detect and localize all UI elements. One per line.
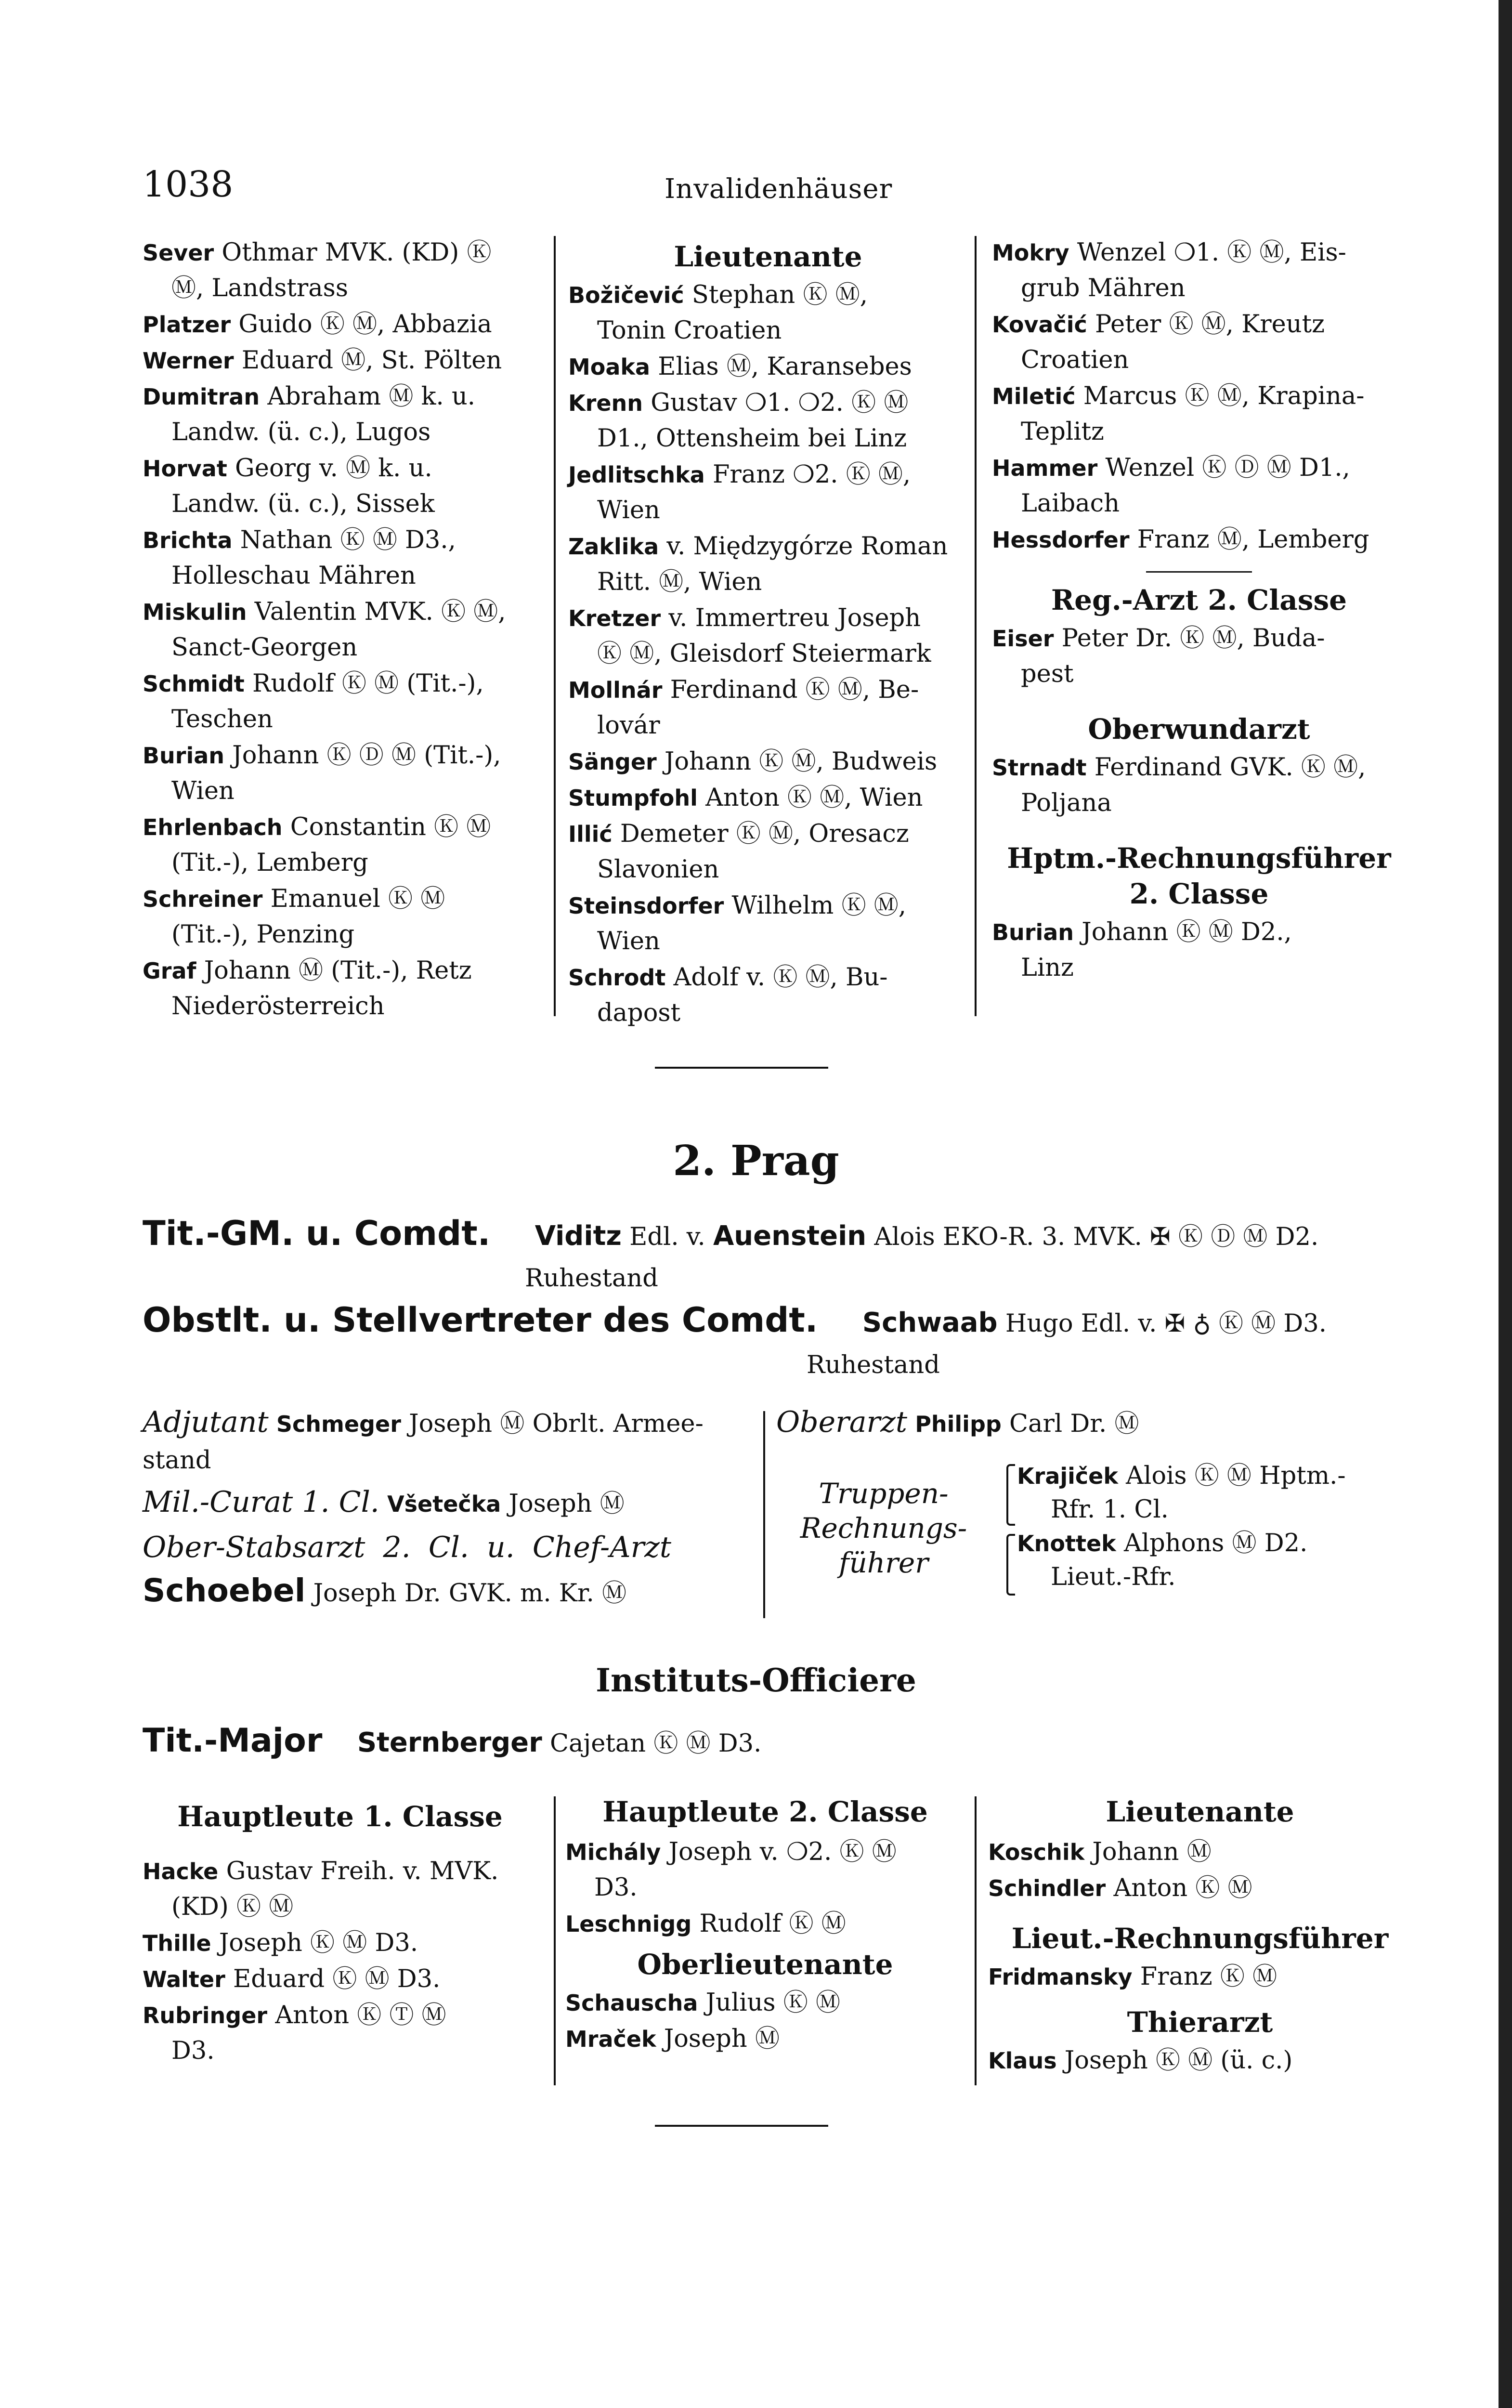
column-right [992, 235, 1406, 986]
list-item [143, 738, 542, 809]
entry-name: Burian [992, 919, 1074, 945]
entry-continuation: Ⓚ Ⓜ, Gleisdorf Steiermark [597, 640, 931, 668]
adjutant-cont: stand [143, 1446, 211, 1475]
list-item [568, 816, 968, 888]
heading-lieut-rechnungsfuehrer: Lieut.-Rechnungsführer [1011, 1922, 1389, 1955]
entry-name: Miskulin [143, 599, 247, 625]
entry-name: Stumpfohl [568, 785, 698, 811]
entry-details: Abraham Ⓜ k. u. [260, 382, 476, 411]
list-item [992, 522, 1406, 558]
entry-name: Rubringer [143, 2002, 268, 2028]
entry-continuation: Ⓜ, Landstrass [171, 274, 348, 302]
entry-name: Schrodt [568, 965, 666, 991]
krajicek-name: Krajiček [1017, 1463, 1118, 1489]
entry-continuation: grub Mähren [1021, 274, 1186, 302]
entry-name: Strnadt [992, 755, 1087, 781]
entry-name: Hacke [143, 1858, 219, 1885]
entry-details: Johann Ⓚ Ⓜ D2., [1074, 918, 1292, 946]
entry-name: Hessdorfer [992, 527, 1130, 553]
stellv-label: Obstlt. u. Stellvertreter des Comdt. [143, 1300, 818, 1340]
comdt-label: Tit.-GM. u. Comdt. [143, 1214, 491, 1253]
comdt-line [143, 1214, 1318, 1253]
entry-details: Franz Ⓜ, Lemberg [1129, 525, 1369, 554]
entry-details: Emanuel Ⓚ Ⓜ [262, 885, 445, 913]
entry-name: Kretzer [568, 605, 661, 631]
entry-name: Klaus [988, 2048, 1057, 2074]
entry-continuation: Wien [171, 777, 235, 805]
major-name: Sternberger [357, 1727, 542, 1758]
list-item [568, 672, 968, 744]
bracket [1006, 1534, 1015, 1596]
entry-name: Schindler [988, 1875, 1106, 1901]
entry-continuation: Niederösterreich [171, 992, 385, 1021]
heading-reg-arzt: Reg.-Arzt 2. Classe [1051, 584, 1347, 616]
entry-name: Fridmansky [988, 1964, 1133, 1990]
entry-name: Dumitran [143, 384, 260, 410]
entry-continuation: Poljana [1021, 789, 1112, 817]
entry-details: Othmar MVK. (KD) Ⓚ [214, 238, 492, 267]
short-rule [1146, 571, 1252, 573]
staff-divider [763, 1411, 765, 1618]
major-rest: Cajetan Ⓚ Ⓜ D3. [542, 1729, 762, 1758]
entry-name: Mollnár [568, 677, 663, 703]
institut-col3 [988, 1794, 1412, 2079]
entry-details: Constantin Ⓚ Ⓜ [282, 813, 491, 841]
entry-continuation: Landw. (ü. c.), Lugos [171, 418, 431, 446]
entry-details: Anton Ⓚ Ⓜ, Wien [697, 784, 923, 812]
entry-name: Graf [143, 958, 196, 984]
entry-details: Eduard Ⓜ, St. Pölten [234, 346, 502, 375]
page-number: 1038 [143, 164, 234, 205]
entry-continuation: Croatien [1021, 346, 1129, 374]
entry-continuation: D3. [594, 1873, 638, 1902]
heading-hptm-rechnungsfuehrer: Hptm.-Rechnungsführer [1007, 842, 1391, 875]
list-item [988, 2043, 1412, 2079]
stabsarzt-label: Ober-Stabsarzt 2. Cl. u. Chef-Arzt [143, 1531, 671, 1564]
curat-name: Všetečka [387, 1491, 501, 1517]
truppen-label-2: Rechnungs- [800, 1512, 967, 1544]
stabsarzt-rest: Joseph Dr. GVK. m. Kr. Ⓜ [305, 1579, 627, 1608]
adjutant-name: Schmeger [276, 1411, 401, 1437]
list-item [143, 1998, 537, 2069]
list-item [143, 523, 542, 594]
entry-details: Joseph v. ❍2. Ⓚ Ⓜ [661, 1838, 897, 1866]
knottek-rest: Alphons Ⓜ D2. [1116, 1529, 1308, 1557]
comdt-name2: Auenstein [713, 1220, 867, 1252]
entry-name: Schmidt [143, 671, 245, 697]
entry-continuation: Slavonien [597, 855, 719, 884]
institut-col2 [565, 1794, 965, 2057]
entry-details: Ferdinand Ⓚ Ⓜ, Be- [662, 676, 919, 704]
entry-name: Burian [143, 743, 225, 769]
entry-continuation: Ritt. Ⓜ, Wien [597, 568, 762, 596]
list-item [992, 450, 1406, 522]
entry-details: Johann Ⓚ Ⓜ, Budweis [656, 747, 938, 776]
truppen-label-1: Truppen- [819, 1477, 949, 1510]
column-middle [568, 234, 968, 1032]
knottek-cont: Lieut.-Rfr. [1051, 1563, 1176, 1591]
list-item [143, 666, 542, 737]
entry-continuation: (Tit.-), Penzing [171, 920, 355, 949]
comdt-rest: Alois EKO-R. 3. MVK. ✠ Ⓚ Ⓓ Ⓜ D2. [866, 1223, 1319, 1251]
entry-continuation: Teplitz [1021, 418, 1104, 446]
entry-continuation: lovár [597, 711, 660, 740]
heading-lieutenante-inst: Lieutenante [1106, 1795, 1294, 1828]
entry-details: Peter Ⓚ Ⓜ, Kreutz [1087, 310, 1325, 339]
heading-thierarzt: Thierarzt [1127, 2006, 1273, 2039]
entry-name: Schauscha [565, 1990, 698, 2016]
entry-continuation: dapost [597, 999, 681, 1027]
list-item [992, 621, 1406, 692]
entry-details: Johann Ⓜ (Tit.-), Retz [196, 956, 472, 985]
major-line [143, 1722, 761, 1760]
column-left [143, 235, 542, 1025]
entry-name: Thille [143, 1930, 211, 1956]
section-title-institut: Instituts-Officiere [596, 1662, 916, 1699]
list-item [568, 349, 968, 385]
list-item [568, 888, 968, 959]
entry-name: Brichta [143, 527, 233, 553]
page-title: Invalidenhäuser [665, 173, 893, 205]
list-item [143, 1854, 537, 1925]
entry-details: Joseph Ⓜ [656, 2025, 780, 2053]
entry-name: Hammer [992, 455, 1098, 481]
list-item [992, 235, 1406, 306]
list-item [143, 307, 542, 342]
staff-right [776, 1404, 1412, 1442]
section-rule [655, 2125, 828, 2127]
list-item [565, 1985, 965, 2021]
entry-name: Miletić [992, 383, 1076, 409]
list-item [568, 744, 968, 780]
list-item [143, 235, 542, 306]
entry-continuation: D1., Ottensheim bei Linz [597, 424, 907, 453]
entry-continuation: pest [1021, 660, 1074, 688]
bracket [1006, 1464, 1015, 1526]
entry-details: Rudolf Ⓚ Ⓜ [691, 1910, 846, 1938]
entry-details: Wenzel Ⓚ Ⓓ Ⓜ D1., [1097, 454, 1350, 482]
curat-label: Mil.-Curat 1. Cl. [143, 1485, 379, 1519]
list-item [143, 379, 542, 450]
entry-details: Johann Ⓚ Ⓓ Ⓜ (Tit.-), [224, 741, 501, 770]
list-item [143, 1925, 537, 1961]
entry-details: Johann Ⓜ [1084, 1838, 1212, 1866]
list-item [143, 594, 542, 666]
column-divider [975, 236, 977, 1016]
entry-name: Božičević [568, 282, 684, 308]
entry-name: Eiser [992, 626, 1054, 652]
entry-continuation: Landw. (ü. c.), Sissek [171, 490, 435, 518]
list-item [992, 307, 1406, 378]
entry-name: Ehrlenbach [143, 814, 283, 840]
heading-oberlieutenante: Oberlieutenante [637, 1948, 893, 1981]
krajicek-rest: Alois Ⓚ Ⓜ Hptm.- [1118, 1462, 1346, 1490]
heading-oberwundarzt: Oberwundarzt [1088, 713, 1310, 746]
entry-details: Wilhelm Ⓚ Ⓜ, [724, 891, 907, 920]
oberarzt-label: Oberarzt [776, 1405, 907, 1439]
list-item [143, 881, 542, 953]
entry-name: Horvat [143, 456, 227, 482]
entry-details: Nathan Ⓚ Ⓜ D3., [232, 526, 456, 554]
entry-continuation: D3. [171, 2037, 215, 2065]
adjutant-rest: Joseph Ⓜ Obrlt. Armee- [401, 1410, 704, 1438]
list-item [143, 810, 542, 881]
entry-details: v. Międzygórze Roman [659, 532, 948, 561]
major-label: Tit.-Major [143, 1722, 323, 1760]
entry-details: Franz Ⓚ Ⓜ [1132, 1963, 1277, 1991]
staff-left [143, 1404, 759, 1612]
curat-rest: Joseph Ⓜ [501, 1490, 625, 1518]
entry-details: v. Immertreu Joseph [661, 604, 921, 632]
entry-details: Stephan Ⓚ Ⓜ, [684, 281, 868, 309]
entry-continuation: (Tit.-), Lemberg [171, 849, 368, 877]
entry-name: Sänger [568, 749, 657, 775]
krajicek-cont: Rfr. 1. Cl. [1051, 1495, 1169, 1524]
section-title-prag: 2. Prag [673, 1137, 839, 1185]
entry-name: Steinsdorfer [568, 893, 724, 919]
entry-details: Rudolf Ⓚ Ⓜ (Tit.-), [244, 669, 484, 698]
truppen-label-3: führer [839, 1546, 928, 1579]
entry-details: Julius Ⓚ Ⓜ [698, 1989, 840, 2017]
entry-details: Guido Ⓚ Ⓜ, Abbazia [231, 310, 492, 339]
entry-details: Valentin MVK. Ⓚ Ⓜ, [247, 598, 506, 626]
entry-name: Jedlitschka [568, 462, 705, 488]
truppen-entries [1017, 1459, 1412, 1594]
entry-continuation: Wien [597, 927, 660, 955]
heading-hauptleute-1: Hauptleute 1. Classe [177, 1800, 503, 1833]
entry-name: Leschnigg [565, 1911, 692, 1937]
entry-continuation: Holleschau Mähren [171, 562, 416, 590]
list-item [565, 1834, 965, 1906]
list-item [568, 780, 968, 816]
entry-continuation: (KD) Ⓚ Ⓜ [171, 1893, 294, 1921]
heading-hptm-classe: 2. Classe [1129, 877, 1269, 910]
list-item [568, 385, 968, 457]
entry-details: Gustav Freih. v. MVK. [218, 1857, 499, 1885]
column-divider [554, 1796, 556, 2085]
page-edge [1499, 0, 1512, 2408]
entry-details: Joseph Ⓚ Ⓜ (ü. c.) [1056, 2046, 1293, 2075]
heading-lieutenante: Lieutenante [674, 240, 862, 273]
entry-continuation: Sanct-Georgen [171, 633, 358, 662]
entry-details: Anton Ⓚ Ⓣ Ⓜ [267, 2001, 446, 2029]
entry-details: Ferdinand GVK. Ⓚ Ⓜ, [1086, 753, 1366, 782]
entry-name: Zaklika [568, 534, 659, 560]
entry-name: Krenn [568, 390, 643, 416]
oberarzt-rest: Carl Dr. Ⓜ [1001, 1410, 1139, 1438]
entry-details: Peter Dr. Ⓚ Ⓜ, Buda- [1054, 624, 1325, 653]
adjutant-label: Adjutant [143, 1405, 269, 1439]
list-item [568, 529, 968, 600]
list-item [568, 960, 968, 1031]
oberarzt-name: Philipp [915, 1411, 1002, 1437]
entry-details: Joseph Ⓚ Ⓜ D3. [211, 1929, 418, 1957]
column-divider [554, 236, 556, 1016]
list-item [988, 1834, 1412, 1870]
stabsarzt-name: Schoebel [143, 1572, 306, 1609]
entry-name: Moaka [568, 354, 651, 380]
list-item [992, 915, 1406, 986]
list-item [565, 1906, 965, 1942]
entry-name: Platzer [143, 312, 231, 338]
institut-col1 [143, 1799, 537, 2069]
entry-details: Gustav ❍1. ❍2. Ⓚ Ⓜ [643, 389, 909, 417]
list-item [988, 1871, 1412, 1906]
entry-details: Georg v. Ⓜ k. u. [227, 454, 432, 483]
entry-details: Marcus Ⓚ Ⓜ, Krapina- [1075, 382, 1365, 410]
entry-name: Michály [565, 1839, 661, 1865]
entry-continuation: Linz [1021, 954, 1074, 982]
entry-name: Kovačić [992, 312, 1087, 338]
entry-details: Eduard Ⓚ Ⓜ D3. [225, 1965, 441, 1993]
entry-name: Walter [143, 1966, 225, 1992]
entry-continuation: Teschen [171, 705, 273, 733]
entry-continuation: Wien [597, 496, 660, 524]
list-item [568, 601, 968, 672]
entry-continuation: Tonin Croatien [597, 316, 782, 345]
entry-name: Illić [568, 821, 613, 847]
entry-details: Elias Ⓜ, Karansebes [650, 353, 912, 381]
list-item [143, 451, 542, 522]
entry-name: Koschik [988, 1839, 1085, 1865]
comdt-name1: Viditz [534, 1220, 622, 1252]
knottek-name: Knottek [1017, 1531, 1116, 1557]
stellv-line [143, 1300, 1327, 1340]
entry-details: Anton Ⓚ Ⓜ [1106, 1874, 1252, 1902]
entry-name: Mokry [992, 240, 1069, 266]
list-item [143, 1962, 537, 1997]
list-item [988, 1959, 1412, 1995]
section-rule [655, 1067, 828, 1069]
stellv-rest: Hugo Edl. v. ✠ ♁ Ⓚ Ⓜ D3. [997, 1309, 1327, 1338]
entry-name: Mraček [565, 2026, 656, 2052]
list-item [568, 457, 968, 528]
list-item [143, 953, 542, 1024]
list-item [565, 2021, 965, 2057]
entry-continuation: Laibach [1021, 489, 1120, 518]
entry-details: Franz ❍2. Ⓚ Ⓜ, [704, 460, 911, 489]
list-item [568, 277, 968, 349]
entry-details: Demeter Ⓚ Ⓜ, Oresacz [612, 820, 909, 848]
list-item [992, 379, 1406, 450]
stellv-cont: Ruhestand [807, 1351, 940, 1379]
entry-details: Wenzel ❍1. Ⓚ Ⓜ, Eis- [1069, 238, 1346, 267]
entry-name: Sever [143, 240, 214, 266]
entry-name: Werner [143, 348, 234, 374]
column-divider [975, 1796, 977, 2085]
comdt-cont: Ruhestand [525, 1264, 658, 1293]
entry-name: Schreiner [143, 886, 263, 912]
list-item [143, 343, 542, 379]
entry-details: Adolf v. Ⓚ Ⓜ, Bu- [665, 963, 888, 992]
stellv-name: Schwaab [862, 1307, 998, 1338]
truppen-label [782, 1476, 985, 1580]
list-item [992, 750, 1406, 821]
heading-hauptleute-2: Hauptleute 2. Classe [602, 1795, 928, 1828]
comdt-mid: Edl. v. [621, 1223, 713, 1251]
